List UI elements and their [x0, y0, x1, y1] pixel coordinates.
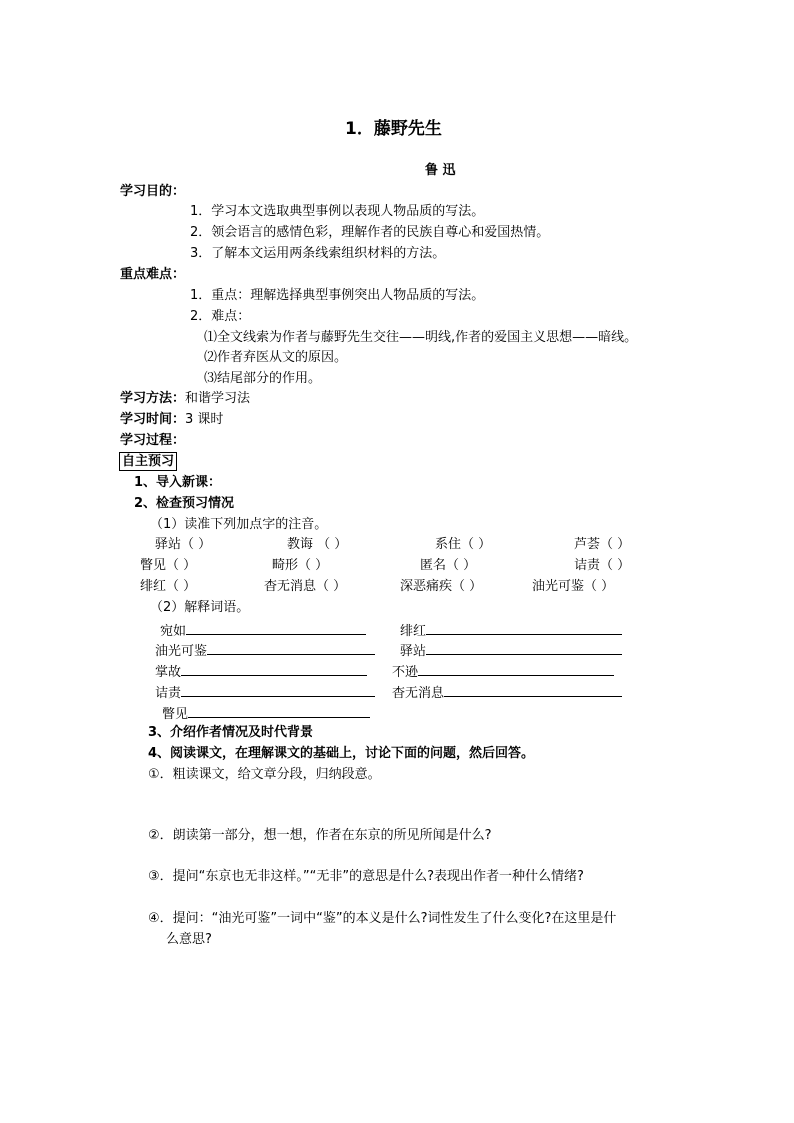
- pinyin-item: 绯红（ ）: [140, 579, 197, 594]
- time-row: [120, 411, 223, 429]
- step-check: 2、检查预习情况: [134, 496, 235, 511]
- question-item-continued: 么意思?: [166, 932, 212, 947]
- vocab-term: 油光可鉴: [155, 644, 208, 659]
- author: 鲁 迅: [425, 163, 456, 178]
- key-points-heading: 重点难点：: [120, 267, 186, 282]
- page-title: 1．藤野先生: [345, 119, 442, 139]
- answer-blank[interactable]: [418, 661, 614, 676]
- vocab-item: [155, 661, 367, 682]
- process-label: 学习过程：: [120, 433, 186, 448]
- question-item: ②．朗读第一部分，想一想，作者在东京的所见所闻是什么?: [148, 828, 492, 843]
- step-reading: 4、阅读课文，在理解课文的基础上，讨论下面的问题，然后回答。: [148, 746, 535, 761]
- vocab-term: 宛如: [160, 624, 187, 639]
- vocab-item: [155, 640, 375, 661]
- pinyin-item: 深恶痛疾（ ）: [400, 579, 483, 594]
- step-intro: 1、导入新课：: [134, 475, 222, 490]
- pinyin-item: 诘责（ ）: [574, 558, 631, 573]
- method-row: [120, 390, 250, 408]
- vocab-term: 掌故: [155, 665, 182, 680]
- key-point-item: 1．重点：理解选择典型事例突出人物品质的写法。: [190, 288, 485, 303]
- answer-blank[interactable]: [426, 640, 622, 655]
- pinyin-item: 瞥见（ ）: [140, 558, 197, 573]
- pronunciation-heading: （1）读准下列加点字的注音。: [150, 517, 328, 532]
- method-label: 学习方法：: [120, 391, 186, 406]
- vocab-item: [155, 682, 375, 703]
- vocab-term: 不逊: [392, 665, 419, 680]
- vocab-item: [160, 620, 366, 641]
- vocab-item: [392, 682, 622, 703]
- vocab-term: 瞥见: [162, 707, 189, 722]
- key-point-sub-item: ⑶结尾部分的作用。: [204, 371, 322, 386]
- pinyin-item: 匿名（ ）: [420, 558, 477, 573]
- self-study-box: 自主预习: [119, 452, 177, 471]
- question-item: ①．粗读课文，给文章分段，归纳段意。: [148, 767, 381, 782]
- objective-item: 3．了解本文运用两条线索组织材料的方法。: [190, 246, 446, 261]
- time-value: 3 课时: [185, 412, 224, 427]
- vocab-item: [400, 620, 622, 641]
- question-item: ③．提问“东京也无非这样。”“无非”的意思是什么?表现出作者一种什么情绪?: [148, 869, 584, 884]
- key-point-sub-item: ⑵作者弃医从文的原因。: [204, 350, 348, 365]
- answer-blank[interactable]: [186, 620, 366, 635]
- pinyin-item: 系住（ ）: [435, 537, 492, 552]
- vocab-term: 绯红: [400, 624, 427, 639]
- answer-blank[interactable]: [188, 703, 370, 718]
- pinyin-item: 教诲 （ ）: [287, 537, 348, 552]
- vocab-term: 驿站: [400, 644, 427, 659]
- step-author-background: 3、介绍作者情况及时代背景: [148, 725, 314, 740]
- answer-blank[interactable]: [181, 661, 367, 676]
- objective-item: 2．领会语言的感情色彩，理解作者的民族自尊心和爱国热情。: [190, 225, 550, 240]
- pinyin-item: 油光可鉴（ ）: [532, 579, 615, 594]
- objectives-heading: 学习目的：: [120, 184, 186, 199]
- answer-blank[interactable]: [426, 620, 622, 635]
- answer-blank[interactable]: [181, 682, 375, 697]
- method-value: 和谐学习法: [185, 391, 251, 406]
- pinyin-item: 杳无消息（ ）: [264, 579, 347, 594]
- vocab-heading: （2）解释词语。: [150, 600, 250, 615]
- pinyin-item: 驿站（ ）: [155, 537, 212, 552]
- key-point-sub-item: ⑴全文线索为作者与藤野先生交往——明线,作者的爱国主义思想——暗线。: [204, 330, 638, 345]
- pinyin-item: 芦荟（ ）: [574, 537, 631, 552]
- pinyin-item: 畸形（ ）: [272, 558, 329, 573]
- vocab-term: 杳无消息: [392, 686, 445, 701]
- vocab-item: [400, 640, 622, 661]
- vocab-term: 诘责: [155, 686, 182, 701]
- objective-item: 1．学习本文选取典型事例以表现人物品质的写法。: [190, 204, 485, 219]
- question-item: ④．提问：“油光可鉴”一词中“鉴”的本义是什么?词性发生了什么变化?在这里是什: [148, 911, 617, 926]
- key-point-item: 2．难点：: [190, 309, 251, 324]
- vocab-item: [162, 703, 370, 724]
- vocab-item: [392, 661, 614, 682]
- answer-blank[interactable]: [207, 640, 375, 655]
- time-label: 学习时间：: [120, 412, 186, 427]
- answer-blank[interactable]: [444, 682, 622, 697]
